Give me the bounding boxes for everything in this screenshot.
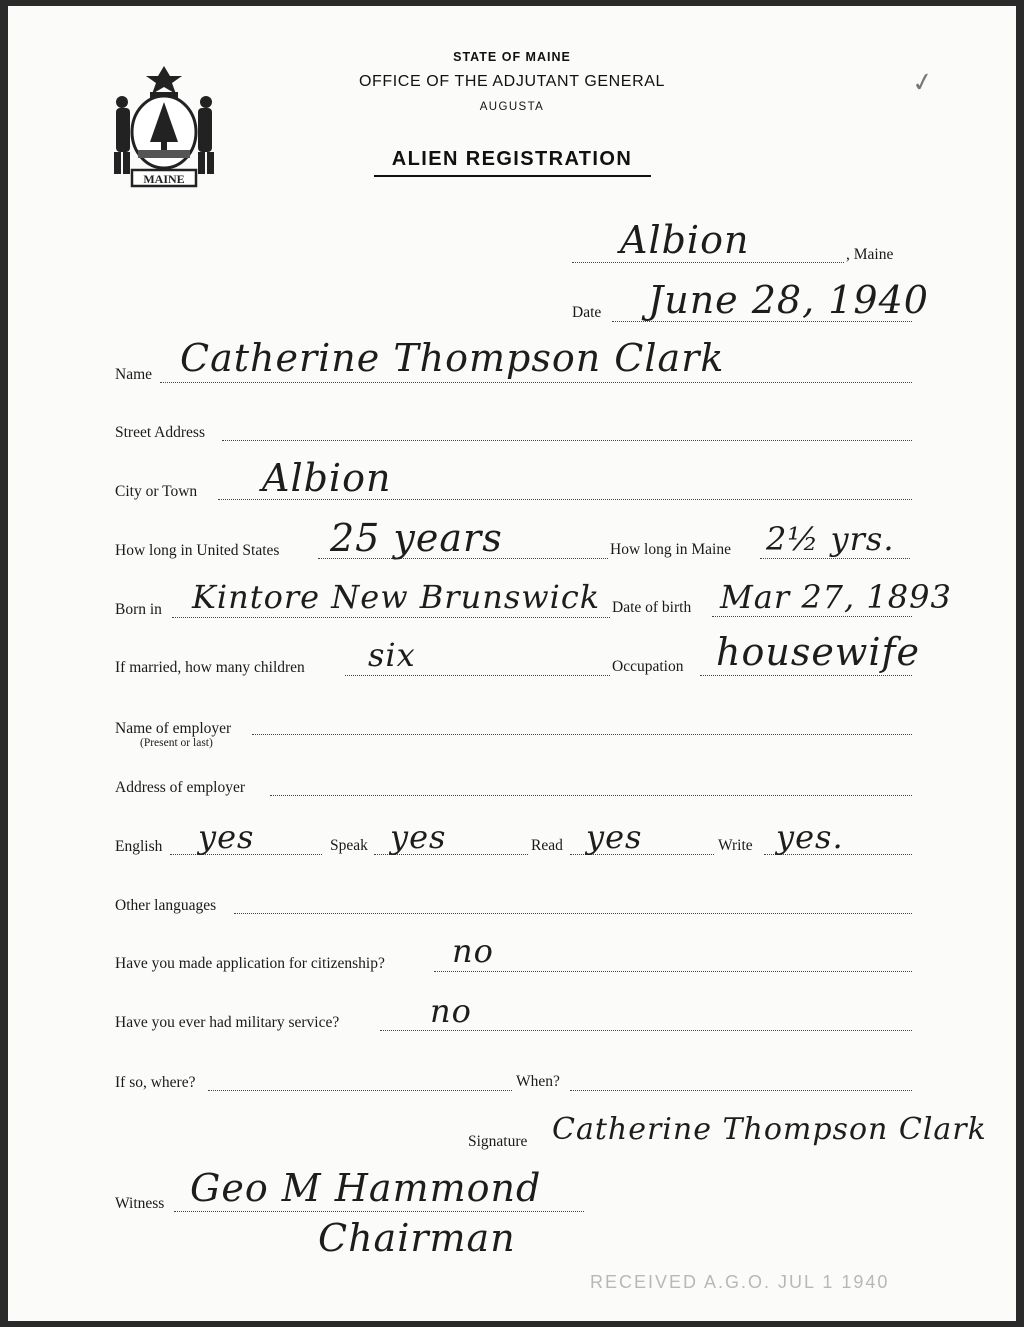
employer-name-label: Name of employer xyxy=(115,720,232,737)
military-dotted-line xyxy=(380,1030,912,1031)
read-label: Read xyxy=(531,837,563,854)
military-label: Have you ever had military service? xyxy=(115,1014,340,1031)
employer-name-dotted-line xyxy=(252,734,912,735)
where-label: If so, where? xyxy=(115,1074,196,1091)
read-value: yes xyxy=(586,818,643,856)
date-of-birth-value: Mar 27, 1893 xyxy=(720,578,952,616)
employer-address-dotted-line xyxy=(270,795,912,796)
how-long-maine-dotted-line xyxy=(760,558,910,559)
title-underline xyxy=(374,175,651,177)
office-heading: OFFICE OF THE ADJUTANT GENERAL xyxy=(358,73,666,90)
svg-text:MAINE: MAINE xyxy=(143,172,185,186)
occupation-label: Occupation xyxy=(612,658,684,675)
children-dotted-line xyxy=(345,675,610,676)
how-long-maine-value: 2½ yrs. xyxy=(766,520,895,558)
city-heading: AUGUSTA xyxy=(479,101,545,113)
children-value: six xyxy=(368,636,416,674)
other-languages-label: Other languages xyxy=(115,897,217,914)
english-value: yes xyxy=(198,818,255,856)
place-dotted-line xyxy=(572,262,844,263)
born-in-dotted-line xyxy=(172,617,610,618)
how-long-us-label: How long in United States xyxy=(115,542,280,559)
signature-label: Signature xyxy=(468,1133,528,1150)
write-value: yes. xyxy=(776,818,844,856)
military-value: no xyxy=(430,992,472,1030)
where-dotted-line xyxy=(208,1090,512,1091)
citizenship-label: Have you made application for citizenship? xyxy=(115,955,385,972)
citizenship-dotted-line xyxy=(434,971,912,972)
other-languages-dotted-line xyxy=(234,913,912,914)
date-of-birth-dotted-line xyxy=(712,616,912,617)
occupation-dotted-line xyxy=(700,675,912,676)
street-address-dotted-line xyxy=(222,440,912,441)
employer-name-sublabel: (Present or last) xyxy=(140,737,213,749)
born-in-label: Born in xyxy=(115,601,162,618)
speak-label: Speak xyxy=(330,837,368,854)
born-in-value: Kintore New Brunswick xyxy=(192,578,601,616)
place-value: Albion xyxy=(620,218,750,262)
check-mark-icon: ✓ xyxy=(909,66,937,99)
speak-value: yes xyxy=(390,818,447,856)
when-label: When? xyxy=(516,1073,560,1090)
when-dotted-line xyxy=(570,1090,912,1091)
name-dotted-line xyxy=(160,382,912,383)
witness-title: Chairman xyxy=(318,1216,516,1260)
city-value: Albion xyxy=(262,456,392,500)
citizenship-value: no xyxy=(452,932,494,970)
date-of-birth-label: Date of birth xyxy=(612,599,692,616)
date-label: Date xyxy=(572,304,602,321)
witness-value: Geo M Hammond xyxy=(190,1166,542,1210)
name-value: Catherine Thompson Clark xyxy=(180,336,725,380)
write-label: Write xyxy=(718,837,753,854)
employer-address-label: Address of employer xyxy=(115,779,245,796)
street-address-label: Street Address xyxy=(115,424,205,441)
received-stamp: RECEIVED A.G.O. JUL 1 1940 xyxy=(590,1272,890,1292)
state-heading: STATE OF MAINE xyxy=(453,50,571,64)
form-title: ALIEN REGISTRATION xyxy=(391,148,633,170)
occupation-value: housewife xyxy=(716,630,921,674)
english-label: English xyxy=(115,838,163,855)
name-label: Name xyxy=(115,366,153,383)
witness-dotted-line xyxy=(174,1211,584,1212)
signature-value: Catherine Thompson Clark xyxy=(552,1112,987,1147)
how-long-us-value: 25 years xyxy=(330,516,503,560)
witness-label: Witness xyxy=(115,1195,165,1212)
date-value: June 28, 1940 xyxy=(648,278,929,322)
place-suffix: , Maine xyxy=(846,246,894,263)
children-label: If married, how many children xyxy=(115,659,305,676)
how-long-maine-label: How long in Maine xyxy=(610,541,731,558)
city-label: City or Town xyxy=(115,483,198,500)
